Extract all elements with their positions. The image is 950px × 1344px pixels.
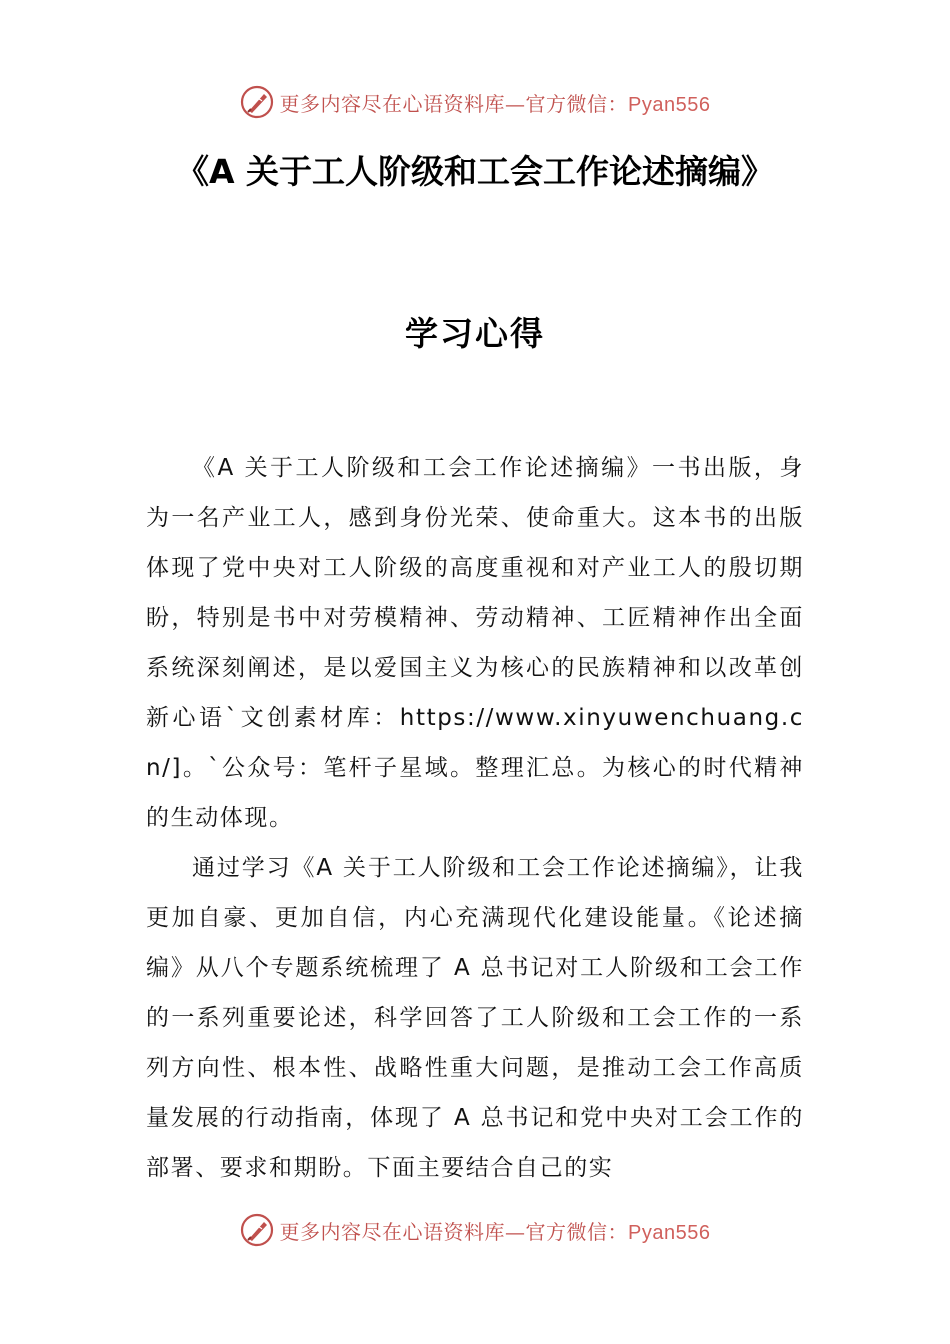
quill-pen-logo-icon — [240, 1213, 274, 1247]
quill-pen-logo-icon — [240, 85, 274, 119]
document-title: 《A 关于工人阶级和工会工作论述摘编》 — [175, 152, 775, 191]
footer-wechat-handle: Pyan556 — [628, 1221, 711, 1244]
document-subtitle: 学习心得 — [405, 314, 545, 353]
paragraph: 《A 关于工人阶级和工会工作论述摘编》一书出版，身为一名产业工人，感到身份光荣、使命重大。这本书的出版体现了党中央对工人阶级的高度重视和对产业工人的殷切期盼，特别是书中对劳模精神、劳动精神、工匠精神作出全面系统深刻阐述，是以爱国主义为核心的民族精神和以改革创新心语`文创素材库：https://www.xinyuwenchuang.cn/]。`公众号：笔杆子星域。整理汇总。为核心的时代精神的生动体现。 — [146, 455, 804, 831]
footer-banner-text: 更多内容尽在心语资料库—官方微信：Pyan556 — [279, 1219, 711, 1244]
document-body — [146, 443, 804, 1193]
footer-banner — [0, 1210, 950, 1250]
header-wechat-handle: Pyan556 — [628, 93, 711, 116]
header-banner-text: 更多内容尽在心语资料库—官方微信：Pyan556 — [279, 91, 711, 116]
paragraph: 通过学习《A 关于工人阶级和工会工作论述摘编》，让我更加自豪、更加自信，内心充满现代化建设能量。《论述摘编》从八个专题系统梳理了 A 总书记对工人阶级和工会工作的一系列重要论述，科学回答了工人阶级和工会工作的一系列方向性、根本性、战略性重大问题，是推动工会工作高质量发展的行动指南，体现了 A 总书记和党中央对工会工作的部署、要求和期盼。下面主要结合自己的实 — [146, 855, 804, 1181]
header-banner — [0, 82, 950, 122]
